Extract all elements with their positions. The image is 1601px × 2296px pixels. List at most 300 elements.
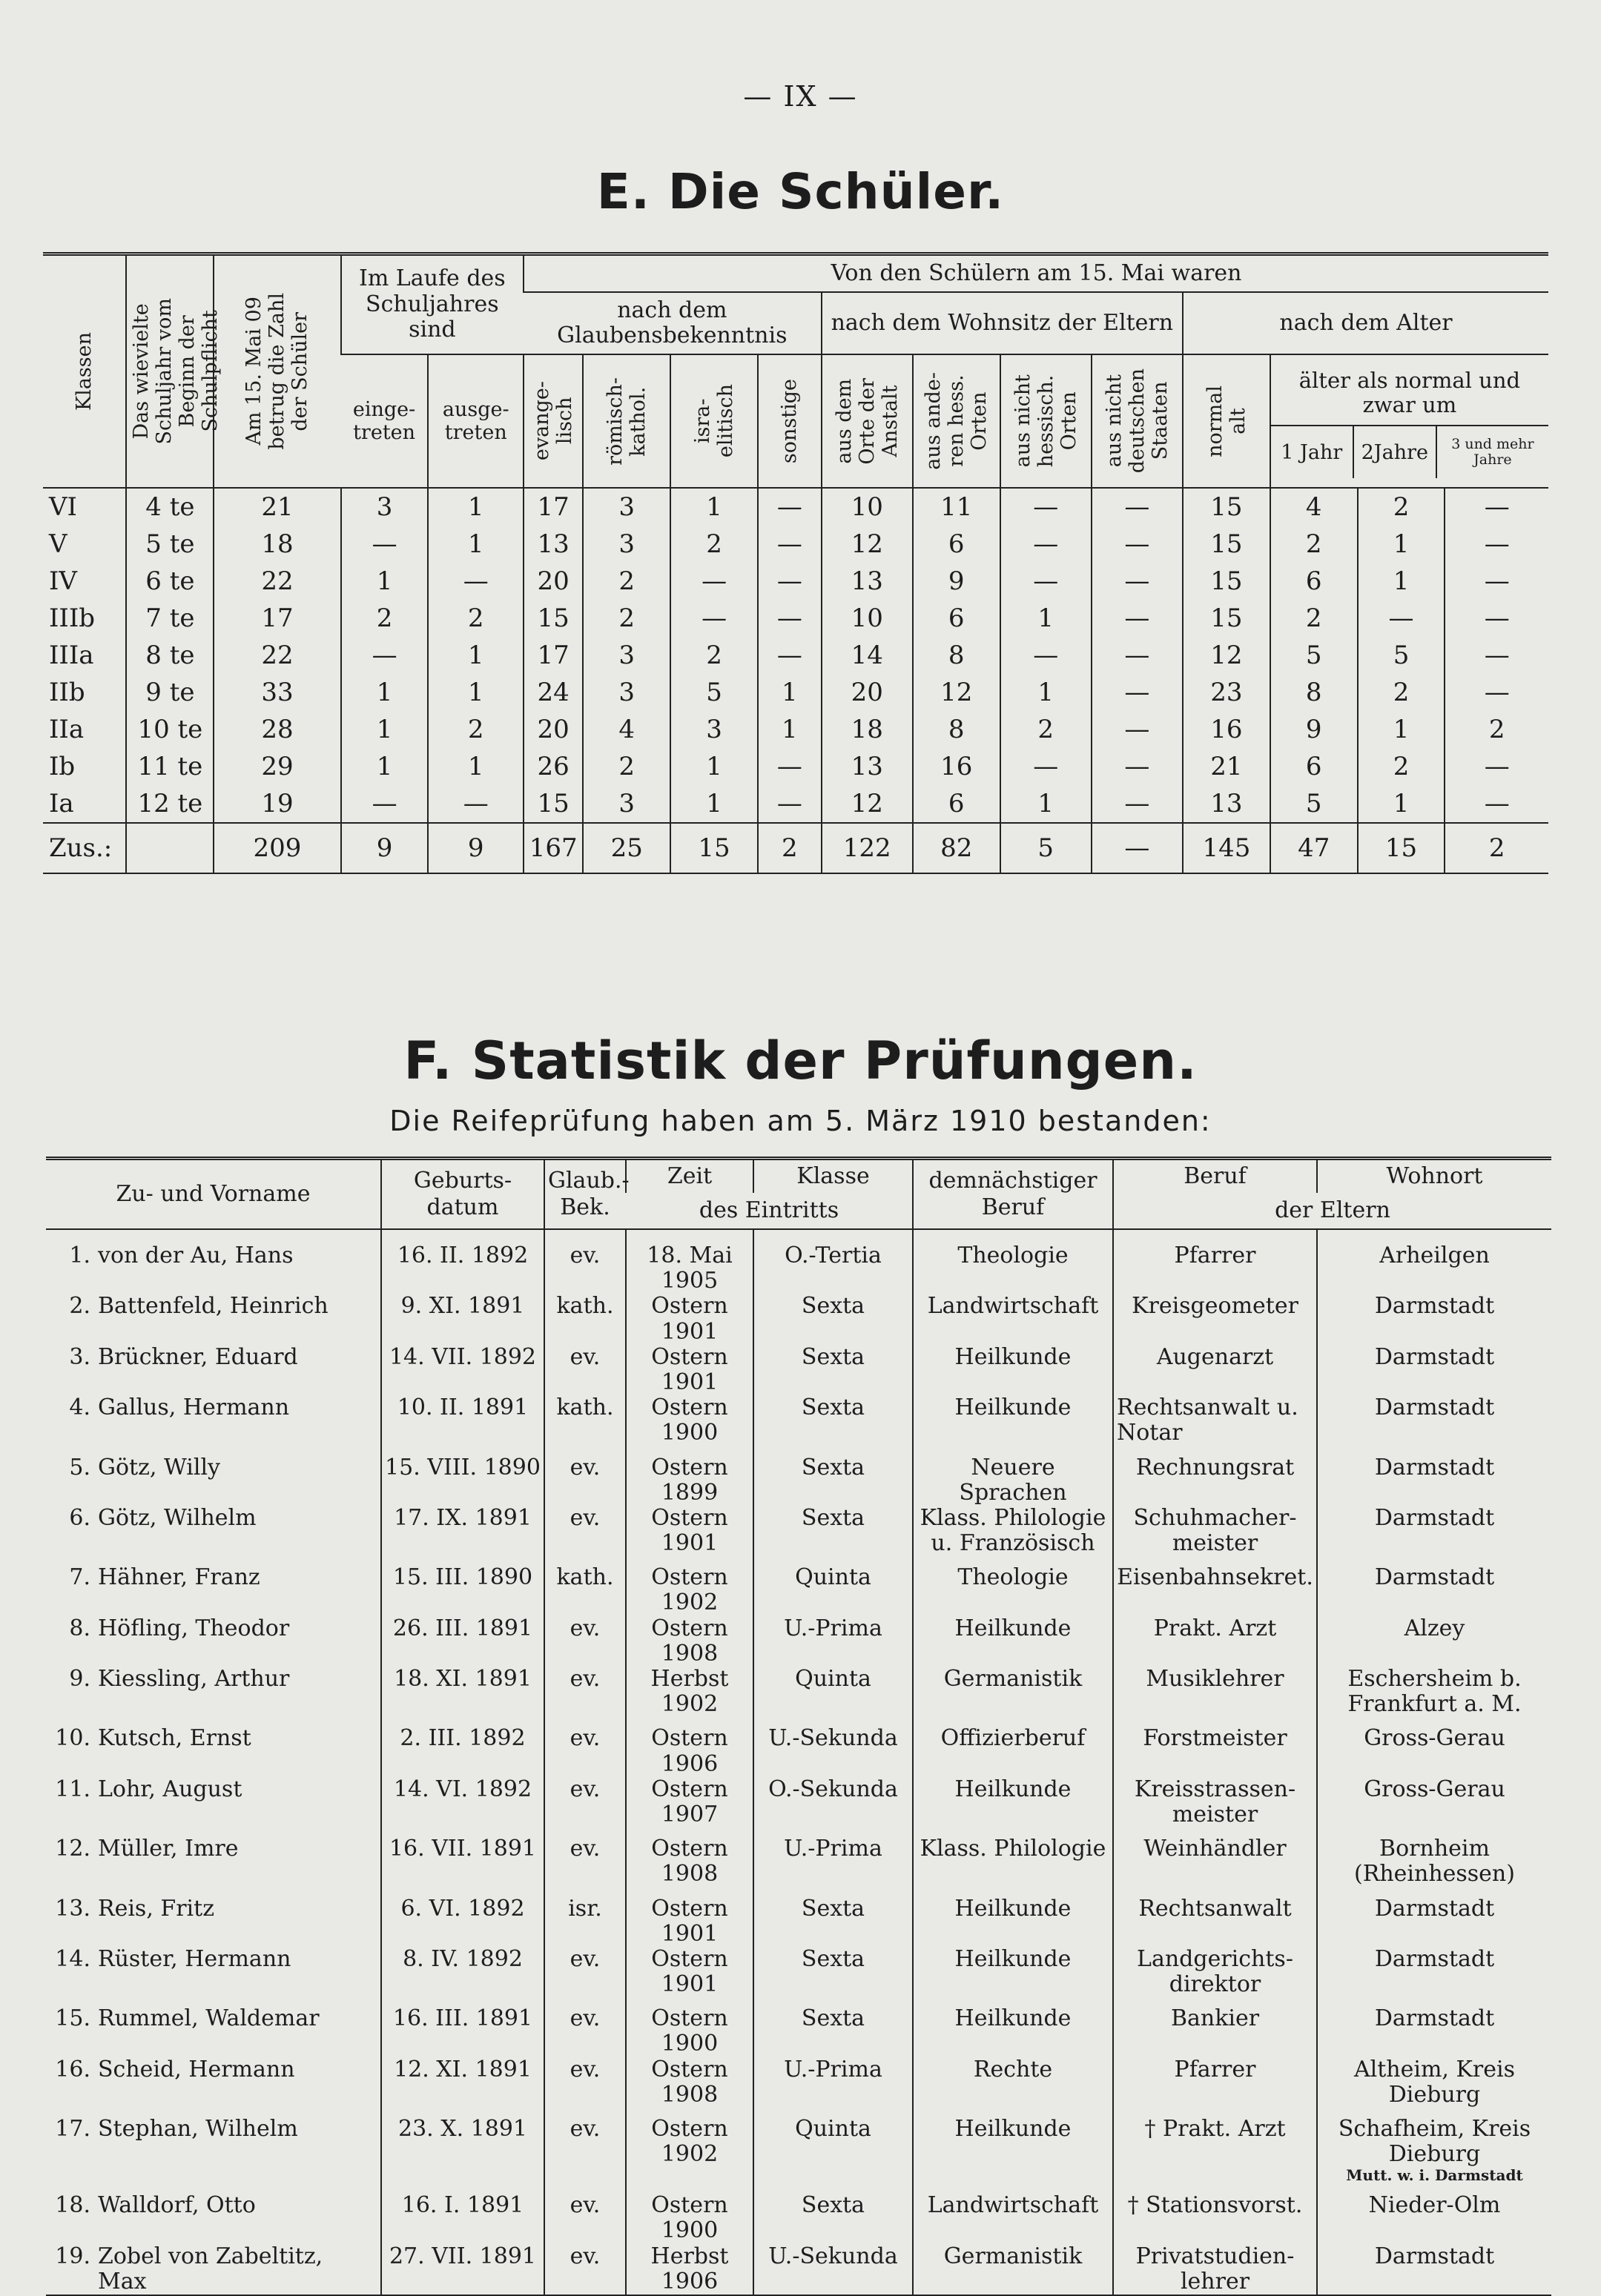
cell-career: Offizierberuf	[913, 1717, 1113, 1776]
cell-israelitisch: 1	[670, 785, 758, 823]
table-row	[46, 1827, 1551, 1887]
cell-nicht-deutsch: —	[1092, 711, 1183, 748]
student-name: Rummel, Waldemar	[98, 2005, 320, 2032]
cell-conf: ev.	[544, 1506, 626, 1556]
row-number: 16.	[55, 2056, 90, 2082]
section-e-title: E. Die Schüler.	[596, 163, 1005, 220]
total-nicht-deutsch: —	[1092, 823, 1183, 873]
row-number: 4.	[69, 1395, 90, 1421]
cell-class: Sexta	[753, 2184, 913, 2243]
cell-class: Sexta	[753, 1506, 913, 1556]
cell-katholisch: 2	[583, 600, 670, 637]
cell-israelitisch: 3	[670, 711, 758, 748]
cell-eingetreten: 3	[341, 488, 429, 526]
row-number: 2.	[69, 1293, 90, 1320]
student-statistics-body	[43, 488, 1548, 873]
header-1-jahr: 1 Jahr	[1281, 440, 1343, 464]
cell-schuljahr: 11 te	[126, 748, 214, 785]
cell-katholisch: 2	[583, 748, 670, 785]
cell-eingetreten: 1	[341, 674, 429, 711]
cell-eingetreten: 1	[341, 711, 429, 748]
cell-career: Neuere Sprachen	[913, 1446, 1113, 1506]
cell-aelter-1: 8	[1270, 674, 1358, 711]
row-number: 7.	[69, 1564, 90, 1591]
header-orte-anstalt: aus dem Orte der Anstalt	[822, 354, 913, 488]
place-text: Darmstadt	[1374, 1454, 1495, 1481]
cell-zahl: 29	[214, 748, 340, 785]
cell-eingetreten: —	[341, 785, 429, 823]
place-text: Bornheim (Rheinhessen)	[1354, 1836, 1515, 1888]
cell-klasse: V	[49, 529, 67, 559]
cell-orte-anstalt: 13	[822, 563, 913, 600]
cell-hess-orte: 9	[913, 563, 1000, 600]
header-aelter	[1270, 354, 1548, 488]
place-text: Darmstadt	[1374, 2243, 1495, 2269]
cell-parent: Rechtsanwalt	[1113, 1888, 1317, 1947]
cell-time: Ostern 1902	[626, 2108, 753, 2184]
cell-israelitisch: 1	[670, 488, 758, 526]
cell-career: Heilkunde	[913, 1345, 1113, 1395]
header-demnaechstiger-beruf: demnächstiger Beruf	[913, 1159, 1113, 1230]
cell-nicht-deutsch: —	[1092, 526, 1183, 563]
section-f-subtitle: Die Reifeprüfung haben am 5. März 1910 bestanden:	[389, 1105, 1212, 1137]
cell-nicht-deutsch: —	[1092, 600, 1183, 637]
place-text: Altheim, Kreis Dieburg	[1353, 2056, 1515, 2108]
cell-career: Heilkunde	[913, 1947, 1113, 1997]
cell-aelter-1: 9	[1270, 711, 1358, 748]
cell-eingetreten: —	[341, 637, 429, 674]
cell-evangelisch: 15	[524, 785, 583, 823]
cell-normal-alt: 13	[1183, 785, 1270, 823]
cell-ausgetreten: 2	[428, 600, 524, 637]
cell-eingetreten: 2	[341, 600, 429, 637]
cell-place	[1317, 1556, 1551, 1615]
cell-time: Ostern 1900	[626, 1997, 753, 2057]
cell-class: O.-Tertia	[753, 1229, 913, 1294]
cell-conf: isr.	[544, 1888, 626, 1947]
cell-aelter-1: 2	[1270, 526, 1358, 563]
cell-parent: Prakt. Arzt	[1113, 1616, 1317, 1667]
cell-career: Landwirtschaft	[913, 1294, 1113, 1344]
cell-orte-anstalt: 10	[822, 488, 913, 526]
cell-aelter-2: 5	[1358, 637, 1445, 674]
cell-career: Rechte	[913, 2057, 1113, 2108]
cell-ausgetreten: 1	[428, 488, 524, 526]
cell-class: Quinta	[753, 1556, 913, 1615]
cell-klasse: Ib	[49, 752, 76, 781]
cell-evangelisch: 15	[524, 600, 583, 637]
cell-birth: 16. III. 1891	[381, 1997, 544, 2057]
total-aelter-2: 15	[1358, 823, 1445, 873]
cell-nicht-deutsch: —	[1092, 674, 1183, 711]
cell-place	[1317, 1888, 1551, 1947]
cell-evangelisch: 20	[524, 711, 583, 748]
table-row	[43, 785, 1548, 823]
table-row	[43, 600, 1548, 637]
cell-israelitisch: —	[670, 563, 758, 600]
cell-class: Sexta	[753, 1997, 913, 2057]
cell-nicht-hess: 1	[1000, 785, 1092, 823]
cell-place	[1317, 1229, 1551, 1294]
row-number: 6.	[69, 1504, 90, 1531]
table-row	[46, 1395, 1551, 1446]
cell-sonstige: —	[758, 526, 822, 563]
cell-birth: 9. XI. 1891	[381, 1294, 544, 1344]
student-name: Reis, Fritz	[98, 1895, 215, 1922]
cell-parent: Eisenbahnsekret.	[1113, 1556, 1317, 1615]
row-number: 5.	[69, 1454, 90, 1481]
cell-class: O.-Sekunda	[753, 1777, 913, 1827]
cell-class: Quinta	[753, 2108, 913, 2184]
student-name: Kutsch, Ernst	[98, 1725, 251, 1752]
cell-katholisch: 3	[583, 674, 670, 711]
cell-time: Ostern 1908	[626, 2057, 753, 2108]
cell-ausgetreten: 1	[428, 674, 524, 711]
cell-time: 18. Mai 1905	[626, 1229, 753, 1294]
cell-place	[1317, 1294, 1551, 1344]
cell-ausgetreten: 2	[428, 711, 524, 748]
page-number: — IX —	[743, 80, 858, 113]
cell-birth: 8. IV. 1892	[381, 1947, 544, 1997]
cell-orte-anstalt: 13	[822, 748, 913, 785]
cell-israelitisch: 1	[670, 748, 758, 785]
cell-place	[1317, 1506, 1551, 1556]
student-name: von der Au, Hans	[98, 1243, 294, 1268]
cell-time: Ostern 1902	[626, 1556, 753, 1615]
place-text: Eschersheim b. Frankfurt a. M.	[1347, 1666, 1522, 1718]
header-der-eltern: der Eltern	[1113, 1193, 1551, 1229]
cell-eingetreten: —	[341, 526, 429, 563]
row-number: 18.	[55, 2192, 90, 2219]
total-sonstige: 2	[758, 823, 822, 873]
cell-conf: ev.	[544, 1827, 626, 1887]
cell-schuljahr: 8 te	[126, 637, 214, 674]
cell-aelter-3: —	[1445, 526, 1548, 563]
table-row	[46, 1777, 1551, 1827]
student-name: Walldorf, Otto	[98, 2192, 256, 2219]
cell-parent: Privatstudien- lehrer	[1113, 2244, 1317, 2295]
cell-israelitisch: 5	[670, 674, 758, 711]
cell-israelitisch: 2	[670, 526, 758, 563]
cell-time: Ostern 1899	[626, 1446, 753, 1506]
cell-ausgetreten: 1	[428, 637, 524, 674]
cell-time: Ostern 1901	[626, 1947, 753, 1997]
cell-birth: 14. VI. 1892	[381, 1777, 544, 1827]
table-row	[43, 748, 1548, 785]
cell-birth: 12. XI. 1891	[381, 2057, 544, 2108]
cell-birth: 15. III. 1890	[381, 1556, 544, 1615]
cell-career: Heilkunde	[913, 2108, 1113, 2184]
table-row	[46, 2244, 1551, 2295]
header-wohnort: Wohnort	[1317, 1159, 1551, 1194]
place-text: Darmstadt	[1374, 1564, 1495, 1591]
cell-evangelisch: 17	[524, 637, 583, 674]
cell-name	[46, 1616, 381, 1667]
cell-katholisch: 3	[583, 526, 670, 563]
cell-birth: 26. III. 1891	[381, 1616, 544, 1667]
cell-parent: Landgerichts- direktor	[1113, 1947, 1317, 1997]
table-row	[43, 637, 1548, 674]
cell-katholisch: 3	[583, 637, 670, 674]
place-text: Darmstadt	[1374, 2005, 1495, 2032]
cell-class: U.-Sekunda	[753, 2244, 913, 2295]
table-row	[46, 1888, 1551, 1947]
cell-aelter-2: 1	[1358, 785, 1445, 823]
cell-class: Sexta	[753, 1345, 913, 1395]
cell-zahl: 22	[214, 637, 340, 674]
cell-place	[1317, 1345, 1551, 1395]
total-evangelisch: 167	[524, 823, 583, 873]
cell-birth: 23. X. 1891	[381, 2108, 544, 2184]
cell-aelter-2: —	[1358, 600, 1445, 637]
table-row	[46, 1616, 1551, 1667]
total-katholisch: 25	[583, 823, 670, 873]
total-aelter-1: 47	[1270, 823, 1358, 873]
cell-place	[1317, 2057, 1551, 2108]
place-text: Darmstadt	[1374, 1945, 1495, 1972]
row-number: 8.	[69, 1615, 90, 1641]
cell-normal-alt: 15	[1183, 488, 1270, 526]
cell-time: Ostern 1901	[626, 1294, 753, 1344]
table-row	[46, 1667, 1551, 1717]
table-row	[43, 526, 1548, 563]
cell-aelter-3: —	[1445, 785, 1548, 823]
cell-aelter-3: —	[1445, 637, 1548, 674]
cell-hess-orte: 12	[913, 674, 1000, 711]
table-row	[46, 1556, 1551, 1615]
place-text: Schafheim, Kreis Dieburg	[1338, 2116, 1531, 2168]
cell-orte-anstalt: 10	[822, 600, 913, 637]
cell-name	[46, 2184, 381, 2243]
header-geburtsdatum: Geburts- datum	[381, 1159, 544, 1230]
cell-hess-orte: 16	[913, 748, 1000, 785]
cell-conf: ev.	[544, 1777, 626, 1827]
student-name: Scheid, Hermann	[98, 2056, 295, 2082]
cell-aelter-1: 6	[1270, 563, 1358, 600]
header-sonstige: sonstige	[758, 354, 822, 488]
row-number: 15.	[55, 2005, 90, 2032]
cell-birth: 16. I. 1891	[381, 2184, 544, 2243]
total-israelitisch: 15	[670, 823, 758, 873]
cell-class: U.-Prima	[753, 1827, 913, 1887]
cell-nicht-deutsch: —	[1092, 785, 1183, 823]
cell-aelter-1: 5	[1270, 637, 1358, 674]
cell-class: U.-Sekunda	[753, 1717, 913, 1776]
cell-parent: Schuhmacher- meister	[1113, 1506, 1317, 1556]
student-name: Kiessling, Arthur	[98, 1666, 290, 1692]
cell-time: Herbst 1906	[626, 2244, 753, 2295]
student-name: Hähner, Franz	[98, 1564, 260, 1591]
cell-conf: kath.	[544, 1395, 626, 1446]
place-text: Darmstadt	[1374, 1504, 1495, 1531]
cell-conf: kath.	[544, 1556, 626, 1615]
cell-klasse: Ia	[49, 789, 74, 818]
cell-aelter-3: —	[1445, 488, 1548, 526]
cell-birth: 14. VII. 1892	[381, 1345, 544, 1395]
cell-aelter-2: 2	[1358, 748, 1445, 785]
row-number: 17.	[55, 2116, 90, 2142]
row-number: 3.	[69, 1343, 90, 1370]
total-hess-orte: 82	[913, 823, 1000, 873]
table-row	[46, 1446, 1551, 1506]
header-aelter-sub	[1271, 426, 1548, 478]
cell-birth: 2. III. 1892	[381, 1717, 544, 1776]
cell-name	[46, 1229, 381, 1294]
cell-sonstige: —	[758, 488, 822, 526]
cell-parent: † Stationsvorst.	[1113, 2184, 1317, 2243]
cell-time: Ostern 1901	[626, 1888, 753, 1947]
student-name: Müller, Imre	[98, 1836, 239, 1862]
cell-aelter-3: —	[1445, 563, 1548, 600]
cell-aelter-1: 5	[1270, 785, 1358, 823]
cell-israelitisch: 2	[670, 637, 758, 674]
cell-orte-anstalt: 12	[822, 526, 913, 563]
cell-evangelisch: 26	[524, 748, 583, 785]
cell-zahl: 17	[214, 600, 340, 637]
student-name: Höfling, Theodor	[98, 1615, 290, 1641]
cell-birth: 17. IX. 1891	[381, 1506, 544, 1556]
cell-klasse: IIb	[49, 678, 85, 707]
cell-career: Heilkunde	[913, 1888, 1113, 1947]
cell-name	[46, 2244, 381, 2295]
cell-conf: ev.	[544, 1345, 626, 1395]
cell-nicht-deutsch: —	[1092, 748, 1183, 785]
cell-nicht-hess: 1	[1000, 674, 1092, 711]
cell-name	[46, 1827, 381, 1887]
cell-time: Ostern 1908	[626, 1616, 753, 1667]
cell-aelter-2: 2	[1358, 488, 1445, 526]
reifepruefung-body	[46, 1229, 1551, 2295]
cell-parent: Augenarzt	[1113, 1345, 1317, 1395]
cell-orte-anstalt: 14	[822, 637, 913, 674]
cell-class: U.-Prima	[753, 1616, 913, 1667]
cell-parent: Weinhändler	[1113, 1827, 1317, 1887]
cell-aelter-2: 1	[1358, 526, 1445, 563]
header-klassen: Klassen	[43, 254, 126, 489]
cell-nicht-hess: —	[1000, 748, 1092, 785]
header-klasse: Klasse	[753, 1159, 913, 1194]
cell-career: Heilkunde	[913, 1395, 1113, 1446]
header-nicht-deutsch: aus nicht deutschen Staaten	[1092, 354, 1183, 488]
cell-conf: ev.	[544, 2057, 626, 2108]
header-nicht-hess: aus nicht hessisch. Orten	[1000, 354, 1092, 488]
cell-aelter-2: 1	[1358, 563, 1445, 600]
cell-class: Sexta	[753, 1947, 913, 1997]
table-row	[46, 2184, 1551, 2243]
cell-schuljahr: 4 te	[126, 488, 214, 526]
cell-conf: ev.	[544, 1997, 626, 2057]
cell-career: Heilkunde	[913, 1616, 1113, 1667]
cell-aelter-2: 1	[1358, 711, 1445, 748]
cell-zahl: 33	[214, 674, 340, 711]
cell-conf: ev.	[544, 1229, 626, 1294]
total-schuljahr	[126, 823, 214, 873]
total-klasse: Zus.:	[43, 823, 126, 873]
cell-conf: kath.	[544, 1294, 626, 1344]
cell-hess-orte: 6	[913, 526, 1000, 563]
cell-place	[1317, 1667, 1551, 1717]
cell-nicht-hess: —	[1000, 488, 1092, 526]
cell-birth: 18. XI. 1891	[381, 1667, 544, 1717]
cell-name	[46, 1888, 381, 1947]
student-name: Rüster, Hermann	[98, 1945, 291, 1972]
header-zeit: Zeit	[626, 1159, 753, 1194]
cell-zahl: 21	[214, 488, 340, 526]
cell-place	[1317, 1616, 1551, 1667]
header-schuljahr: Das wievielte Schuljahr vom Beginn der Schulpflicht	[126, 254, 214, 489]
cell-career: Klass. Philologie	[913, 1827, 1113, 1887]
total-eingetreten: 9	[341, 823, 429, 873]
cell-israelitisch: —	[670, 600, 758, 637]
cell-sonstige: —	[758, 785, 822, 823]
cell-career: Germanistik	[913, 2244, 1113, 2295]
cell-evangelisch: 13	[524, 526, 583, 563]
cell-zahl: 22	[214, 563, 340, 600]
total-row	[43, 823, 1548, 873]
cell-schuljahr: 10 te	[126, 711, 214, 748]
cell-conf: ev.	[544, 2108, 626, 2184]
cell-time: Ostern 1901	[626, 1345, 753, 1395]
place-text: Darmstadt	[1374, 1343, 1495, 1370]
cell-birth: 6. VI. 1892	[381, 1888, 544, 1947]
table-row	[46, 1997, 1551, 2057]
table-row	[43, 674, 1548, 711]
cell-career: Heilkunde	[913, 1997, 1113, 2057]
cell-eingetreten: 1	[341, 748, 429, 785]
cell-normal-alt: 21	[1183, 748, 1270, 785]
cell-orte-anstalt: 20	[822, 674, 913, 711]
cell-sonstige: —	[758, 748, 822, 785]
place-text: Arheilgen	[1379, 1243, 1490, 1268]
cell-name	[46, 1446, 381, 1506]
table-row	[46, 1947, 1551, 1997]
cell-time: Ostern 1901	[626, 1506, 753, 1556]
cell-conf: ev.	[544, 1717, 626, 1776]
cell-class: Sexta	[753, 1294, 913, 1344]
cell-place	[1317, 1446, 1551, 1506]
cell-normal-alt: 15	[1183, 563, 1270, 600]
cell-eingetreten: 1	[341, 563, 429, 600]
cell-aelter-3: 2	[1445, 711, 1548, 748]
cell-parent: Kreisstrassen- meister	[1113, 1777, 1317, 1827]
place-text: Gross-Gerau	[1364, 1776, 1505, 1802]
header-hess-orte: aus ande- ren hess. Orten	[913, 354, 1000, 488]
cell-career: Theologie	[913, 1556, 1113, 1615]
cell-class: U.-Prima	[753, 2057, 913, 2108]
cell-zahl: 18	[214, 526, 340, 563]
cell-normal-alt: 15	[1183, 526, 1270, 563]
cell-klasse: IIIb	[49, 603, 96, 633]
cell-parent: Pfarrer	[1113, 2057, 1317, 2108]
place-text: Gross-Gerau	[1364, 1725, 1505, 1752]
cell-place	[1317, 1827, 1551, 1887]
place-note: Mutt. w. i. Darmstadt	[1346, 2166, 1523, 2185]
cell-name	[46, 1556, 381, 1615]
cell-birth: 10. II. 1891	[381, 1395, 544, 1446]
cell-class: Sexta	[753, 1395, 913, 1446]
cell-orte-anstalt: 18	[822, 711, 913, 748]
header-schuelerzahl: Am 15. Mai 09 betrug die Zahl der Schüler	[214, 254, 340, 489]
cell-sonstige: 1	[758, 711, 822, 748]
cell-parent: Pfarrer	[1113, 1229, 1317, 1294]
cell-hess-orte: 11	[913, 488, 1000, 526]
table-row	[46, 1506, 1551, 1556]
cell-zahl: 19	[214, 785, 340, 823]
cell-place	[1317, 1997, 1551, 2057]
cell-class: Sexta	[753, 1446, 913, 1506]
row-number: 12.	[55, 1836, 90, 1862]
cell-birth: 27. VII. 1891	[381, 2244, 544, 2295]
